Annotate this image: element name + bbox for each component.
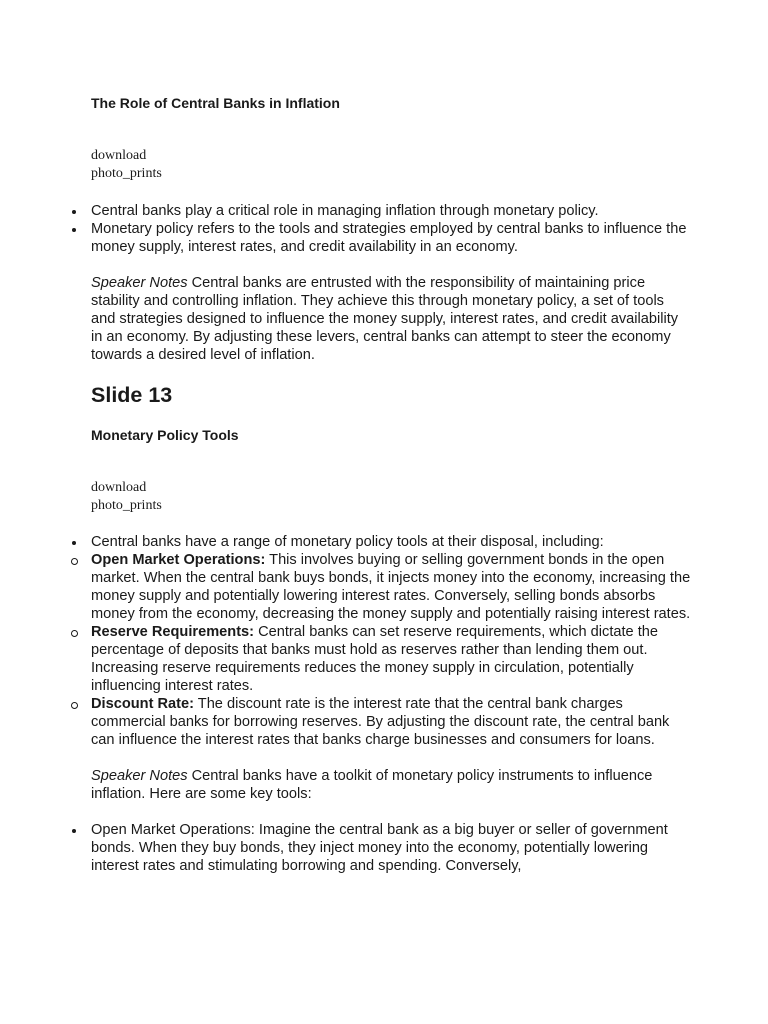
download-icon[interactable]: download [91, 480, 147, 495]
bullet-text: Central banks have a range of monetary policy tools at their disposal, including: [91, 534, 604, 550]
bullet-list [91, 533, 691, 749]
speaker-notes-label: Speaker Notes [91, 275, 188, 291]
section-heading: The Role of Central Banks in Inflation [91, 95, 340, 111]
speaker-notes-label: Speaker Notes [91, 768, 188, 784]
photo-prints-icon[interactable]: photo_prints [91, 166, 162, 181]
list-item [91, 202, 691, 220]
bullet-text: Open Market Operations: Imagine the central bank as a big buyer or seller of government bonds. When they buy bonds, they inject money into the economy, potentially lowering interest rates and stimulating borrowing and spending. Conversely, [91, 822, 668, 874]
speaker-notes [91, 767, 691, 803]
slide-title: Slide 13 [91, 383, 173, 407]
tool-term: Open Market Operations: [91, 552, 266, 568]
list-item [91, 533, 691, 551]
list-item [91, 821, 691, 875]
list-item [91, 623, 691, 695]
bullet-list [91, 202, 691, 256]
document-content [91, 94, 691, 875]
tool-term: Discount Rate: [91, 696, 194, 712]
speaker-notes-text: Central banks have a toolkit of monetary policy instruments to influence inflation. Here are some key tools: [91, 768, 653, 802]
tool-text: The discount rate is the interest rate that the central bank charges commercial banks for borrowing reserves. By adjusting the discount rate, the central bank can influence the interest rates that banks charge businesses and consumers for loans. [91, 696, 670, 748]
bullet-list [91, 821, 691, 875]
download-icon[interactable]: download [91, 148, 147, 163]
photo-prints-icon[interactable]: photo_prints [91, 498, 162, 513]
section-heading: Monetary Policy Tools [91, 427, 239, 443]
bullet-text: Central banks play a critical role in managing inflation through monetary policy. [91, 203, 599, 219]
icon-labels [91, 147, 691, 183]
list-item [91, 220, 691, 256]
tool-text: This involves buying or selling government bonds in the open market. When the central bank buys bonds, it injects money into the economy, increasing the money supply and potentially lowering interest rates. Conversely, selling bonds absorbs money from the economy, decreasing the money supply and potentially raising interest rates. [91, 552, 691, 622]
speaker-notes-text: Central banks are entrusted with the responsibility of maintaining price stability and controlling inflation. They achieve this through monetary policy, a set of tools and strategies designed to influence the money supply, interest rates, and credit availability in an economy. By adjusting these levers, central banks can attempt to steer the economy towards a desired level of inflation. [91, 275, 679, 363]
bullet-text: Monetary policy refers to the tools and strategies employed by central banks to influence the money supply, interest rates, and credit availability in an economy. [91, 221, 687, 255]
list-item [91, 551, 691, 623]
list-item [91, 695, 691, 749]
tool-text: Central banks can set reserve requirements, which dictate the percentage of deposits that banks must hold as reserves rather than lending them out. Increasing reserve requirements reduces the money supply in circulation, potentially influencing interest rates. [91, 624, 659, 694]
speaker-notes [91, 274, 691, 364]
tool-term: Reserve Requirements: [91, 624, 255, 640]
icon-labels [91, 479, 691, 515]
